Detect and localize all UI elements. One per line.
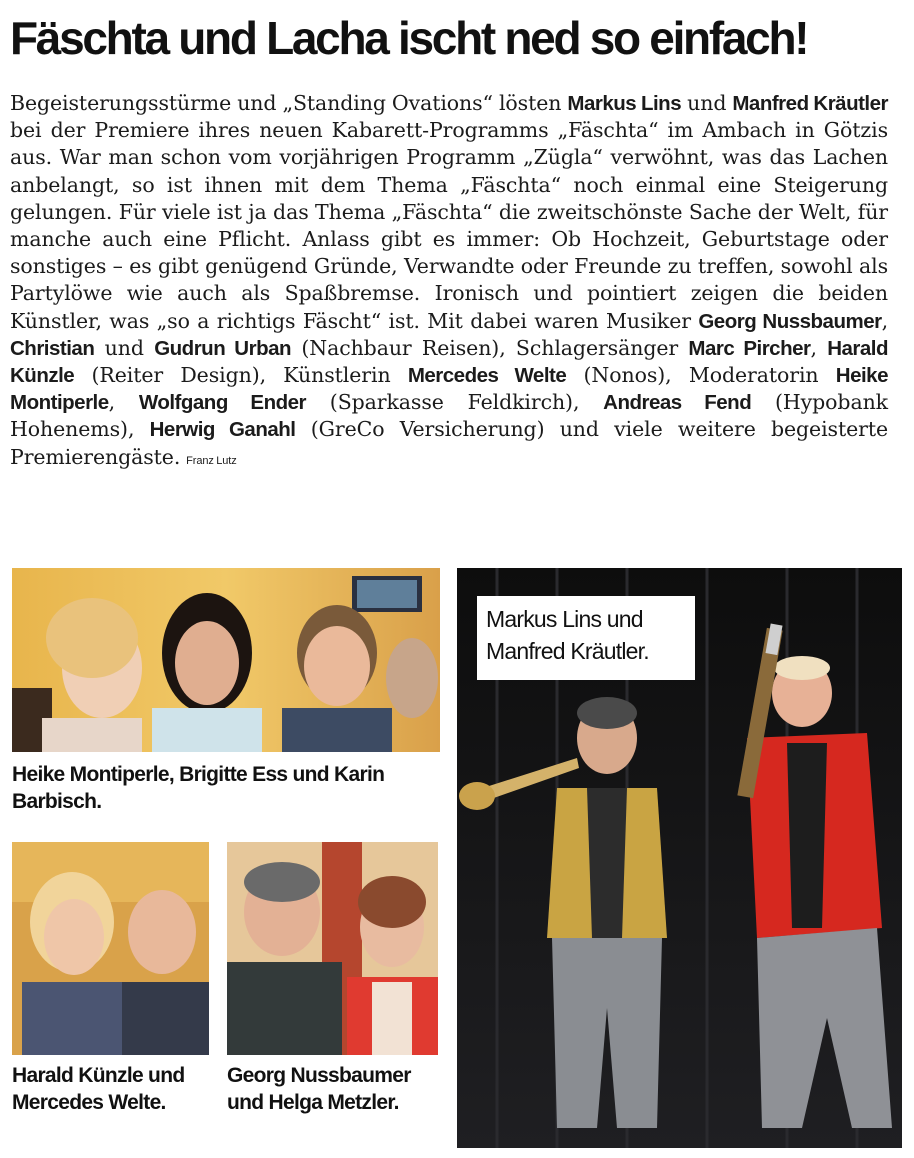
text-run: (Sparkasse Feldkirch), bbox=[306, 390, 604, 415]
person-name: Andreas Fend bbox=[603, 391, 752, 415]
text-run: (Hypobank Hohenems), bbox=[10, 390, 888, 442]
text-run: bei der Premiere ihres neuen Kabarett-Programms „Fäschta“ im Ambach in Götzis aus. War man schon vom vorjährigen Programm „Zügla“ verwöhnt, was das Lachen anbelangt, so ist ihnen mit dem Thema „Fäschta“ noch einmal eine Steigerung gelungen. Für viele ist ja das Thema „Fäschta“ die zweitschönste Sache der Welt, für manche auch eine Pflicht. Anlass gibt es immer: Ob Hochzeit, Geburtstage oder sonstiges – es gibt genügend Gründe, Verwandte oder Freunde zu treffen, sowohl als Partylöwe wie auch als Spaßbremse. Ironisch und pointiert zeigen die beiden Künstler, was „so a richtigs Fäscht“ ist. Mit dabei waren Musiker bbox=[10, 118, 888, 333]
text-run: und bbox=[94, 335, 155, 360]
text-run: (Nonos), Moderatorin bbox=[566, 363, 836, 388]
person-name: Herwig Ganahl bbox=[149, 418, 296, 442]
person-name: Markus Lins bbox=[567, 92, 682, 115]
person-name: Mercedes Welte bbox=[407, 364, 567, 388]
text-run: , bbox=[881, 308, 889, 333]
caption-photo-4: Markus Lins und Manfred Kräutler. bbox=[477, 596, 695, 680]
article-body bbox=[10, 90, 888, 475]
caption-photo-1: Heike Montiperle, Brigitte Ess und Karin Barbisch. bbox=[12, 763, 385, 813]
text-run: Begeisterungsstürme und „Standing Ovations“ lösten bbox=[10, 91, 568, 115]
photo-couple-kuenzle-welte bbox=[12, 842, 209, 1055]
person-name: Manfred Kräutler bbox=[732, 92, 888, 115]
caption-photo-2: Harald Künzle und Mercedes Welte. bbox=[12, 1064, 185, 1114]
photo-couple-nussbaumer-metzler bbox=[227, 842, 438, 1055]
person-name: Georg Nussbaumer bbox=[698, 309, 882, 333]
person-name: Wolfgang Ender bbox=[138, 391, 307, 415]
text-run: (Reiter Design), Künstlerin bbox=[74, 363, 408, 388]
person-name: Marc Pircher bbox=[688, 336, 811, 360]
text-run: , bbox=[810, 335, 828, 360]
photo-credit: Franz Lutz bbox=[186, 454, 237, 467]
person-name: Heike Montiperle bbox=[10, 364, 888, 415]
text-run: (GreCo Versicherung) und viele weitere begeisterte Premierengäste. bbox=[10, 417, 888, 469]
article-text bbox=[10, 91, 888, 469]
person-name: Gudrun Urban bbox=[154, 336, 292, 360]
text-run: , bbox=[108, 390, 139, 415]
person-name: Christian bbox=[10, 336, 95, 360]
text-run: (Nachbaur Reisen), Schlagersänger bbox=[291, 335, 689, 360]
photo-group-three-women bbox=[12, 568, 440, 752]
person-name: Harald Künzle bbox=[10, 336, 889, 388]
headline: Fäschta und Lacha ischt ned so einfach! bbox=[10, 12, 808, 64]
caption-photo-3: Georg Nussbaumer und Helga Metzler. bbox=[227, 1064, 411, 1114]
text-run: und bbox=[681, 91, 733, 115]
